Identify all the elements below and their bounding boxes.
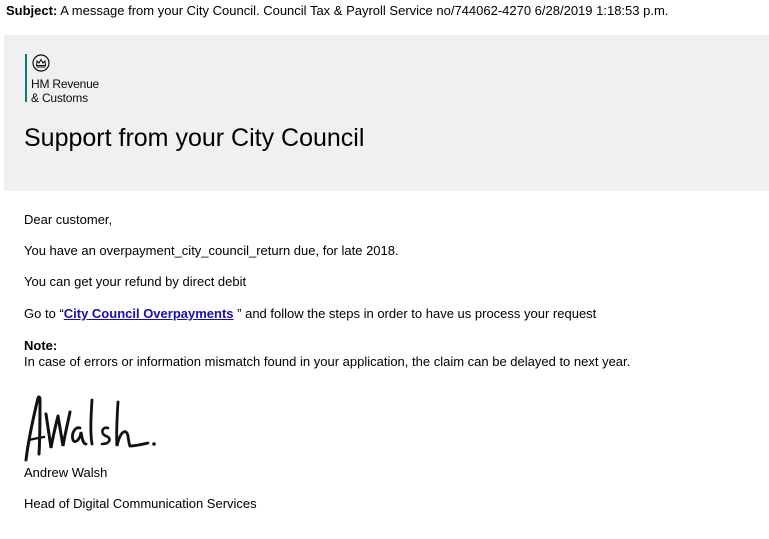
overpayment-text: You have an overpayment_city_council_return due, for late 2018. [24, 243, 399, 258]
instruction-suffix: ” and follow the steps in order to have us process your request [233, 306, 597, 321]
signatory-name: Andrew Walsh [24, 465, 108, 480]
brand-name-line1: HM Revenue [31, 77, 100, 91]
instruction-text [24, 306, 596, 322]
email-header-banner [4, 35, 769, 191]
note-heading: Note: [24, 338, 58, 353]
email-subject-line [6, 3, 668, 19]
note-label [24, 338, 57, 354]
brand-name-line2: & Customs [31, 91, 88, 105]
refund-text: You can get your refund by direct debit [24, 274, 247, 289]
page-title: Support from your City Council [24, 124, 365, 152]
handwritten-signature [20, 388, 162, 464]
greeting-text: Dear customer, [24, 212, 113, 227]
city-council-overpayments-link[interactable]: City Council Overpayments [63, 306, 234, 321]
note-text: In case of errors or information mismatch found in your application, the claim can be delayed to next year. [24, 354, 631, 369]
signatory-title: Head of Digital Communication Services [24, 496, 257, 511]
hmrc-logo [25, 54, 100, 105]
subject-label: Subject: [6, 3, 58, 18]
instruction-prefix: Go to “ [24, 306, 64, 321]
royal-crest-icon [32, 54, 50, 72]
subject-text: A message from your City Council. Council Tax & Payroll Service no/744062-4270 6/28/2019 1:18:53 p.m. [57, 3, 669, 18]
